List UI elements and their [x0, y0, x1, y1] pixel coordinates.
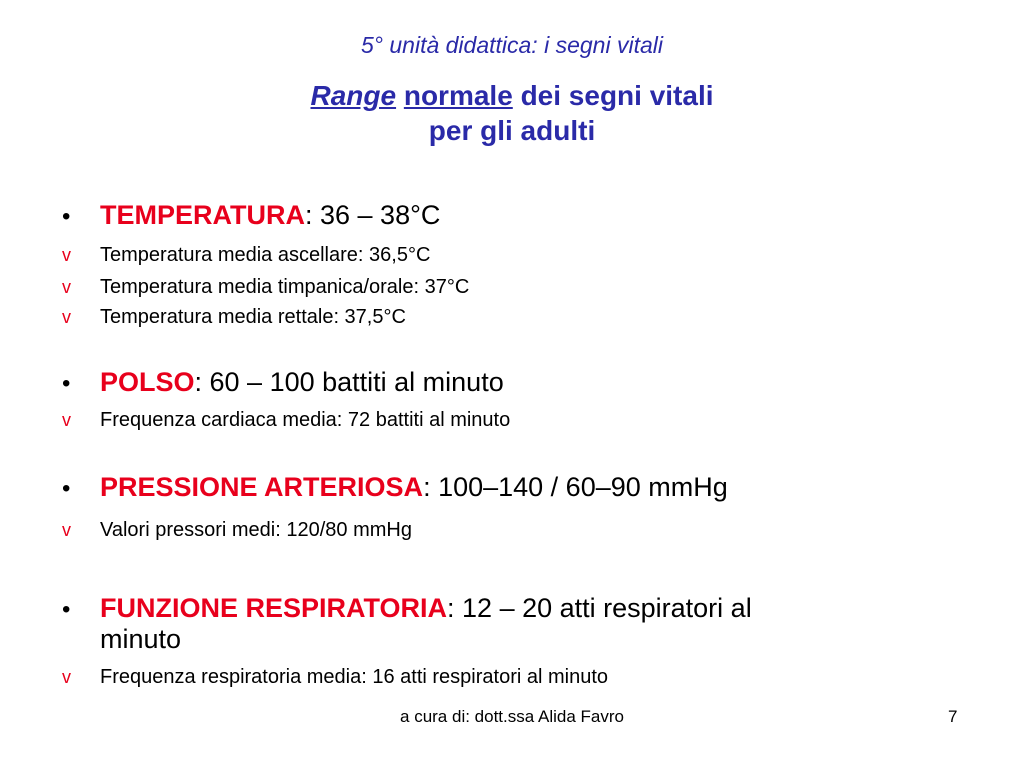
temperatura-line — [100, 200, 440, 231]
temperatura-label: TEMPERATURA — [100, 200, 305, 230]
respiratoria-line — [100, 593, 752, 655]
sub-bullet-icon: v — [62, 307, 71, 327]
polso-line — [100, 367, 504, 398]
title-rest: dei segni vitali — [520, 80, 714, 111]
pressione-value: : 100–140 / 60–90 mmHg — [423, 472, 728, 502]
slide-subtitle: 5° unità didattica: i segni vitali — [361, 32, 663, 58]
bullet-icon: • — [62, 370, 71, 397]
polso-value: : 60 – 100 battiti al minuto — [194, 367, 504, 397]
pressione-line — [100, 472, 728, 503]
bullet-icon: • — [62, 596, 71, 623]
title-range: Range — [310, 80, 397, 111]
title-normale: normale — [403, 80, 513, 111]
slide-footer: a cura di: dott.ssa Alida Favro — [400, 707, 624, 726]
sub-bullet-icon: v — [62, 277, 71, 297]
temperatura-sub-3: Temperatura media rettale: 37,5°C — [100, 306, 406, 328]
temperatura-sub-1: Temperatura media ascellare: 36,5°C — [100, 244, 431, 266]
title-line2: per gli adulti — [428, 115, 596, 146]
page-number: 7 — [948, 707, 958, 726]
sub-bullet-icon: v — [62, 520, 71, 540]
pressione-label: PRESSIONE ARTERIOSA — [100, 472, 424, 502]
pressione-sub-1: Valori pressori medi: 120/80 mmHg — [100, 519, 412, 541]
sub-bullet-icon: v — [62, 410, 71, 430]
bullet-icon: • — [62, 203, 71, 230]
bullet-icon: • — [62, 475, 71, 502]
temperatura-sub-2: Temperatura media timpanica/orale: 37°C — [100, 276, 470, 298]
polso-sub-1: Frequenza cardiaca media: 72 battiti al minuto — [100, 409, 511, 431]
temperatura-value: : 36 – 38°C — [305, 200, 441, 230]
polso-label: POLSO — [100, 367, 195, 397]
sub-bullet-icon: v — [62, 667, 71, 687]
respiratoria-value-line2: minuto — [100, 624, 182, 654]
respiratoria-label: FUNZIONE RESPIRATORIA — [100, 593, 448, 623]
respiratoria-sub-1: Frequenza respiratoria media: 16 atti respiratori al minuto — [100, 666, 609, 688]
slide-title — [0, 78, 1024, 148]
respiratoria-value: : 12 – 20 atti respiratori al — [447, 593, 752, 623]
sub-bullet-icon: v — [62, 245, 71, 265]
